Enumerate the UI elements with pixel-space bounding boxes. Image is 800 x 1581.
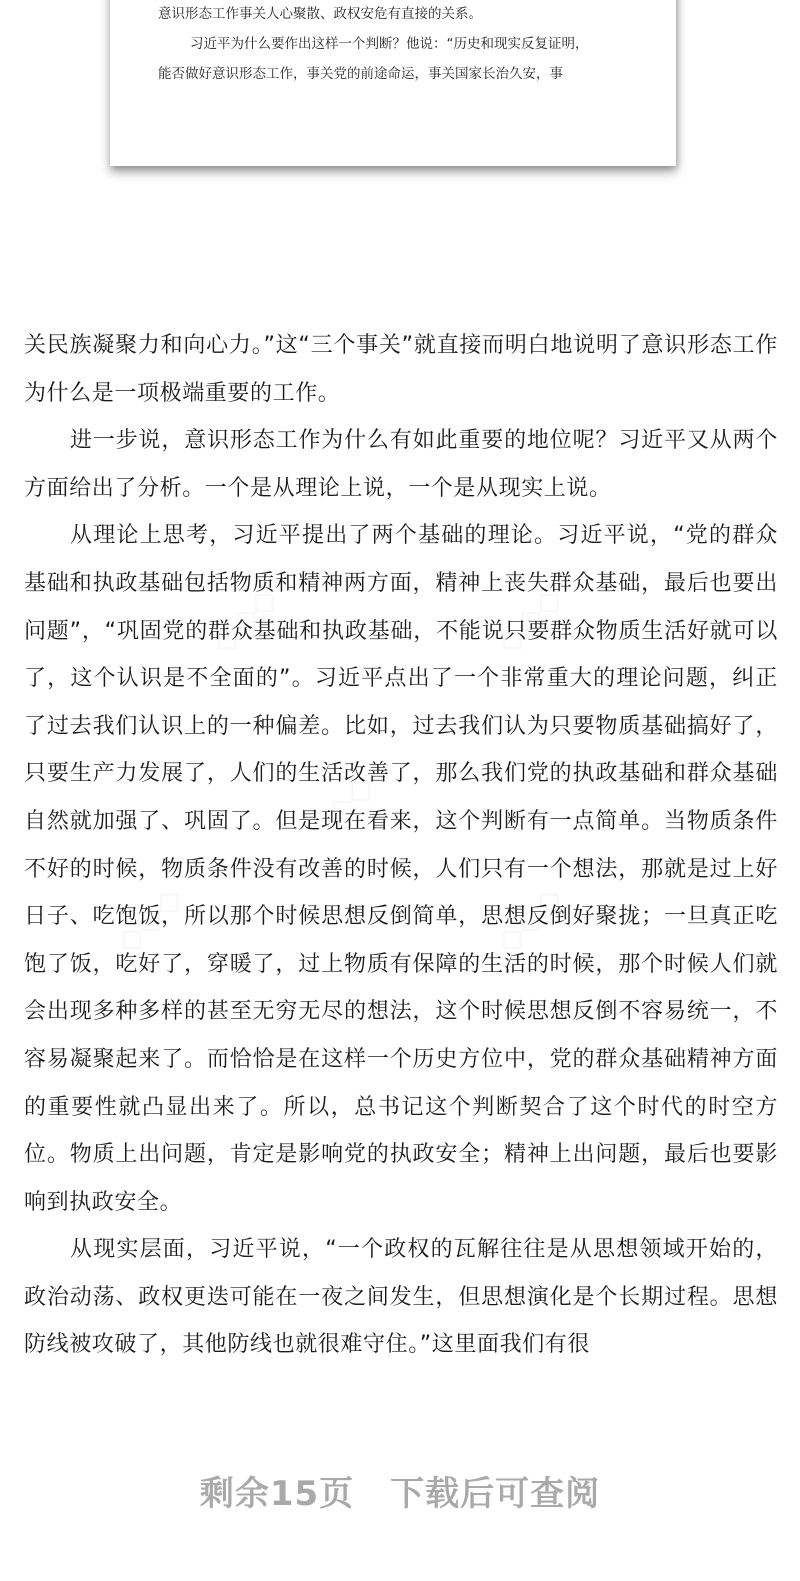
watermark-mark: ◇◇◇ (487, 578, 572, 662)
paragraph: 从理论上思考，习近平提出了两个基础的理论。习近平说，“党的群众基础和执政基础包括物质和精神两方面，精神上丧失群众基础，最后也要出问题”，“巩固党的群众基础和执政基础，不能说只要群众物质生活好就可以了，这个认识是不全面的”。习近平点出了一个非常重大的理论问题，纠正了过去我们认识上的一种偏差。比如，过去我们认为只要物质基础搞好了，只要生产力发展了，人们的生活改善了，那么我们党的执政基础和群众基础自然就加强了、巩固了。但是现在看来，这个判断有一点简单。当物质条件不好的时候，物质条件没有改善的时候，人们只有一个想法，那就是过上好日子、吃饱饭，所以那个时候思想反倒简单，思想反倒好聚拢；一旦真正吃饱了饭，吃好了，穿暖了，过上物质有保障的生活的时候，那个时候人们就会出现多种多样的甚至无穷无尽的想法，这个时候思想反倒不容易统一，不容易凝聚起来了。而恰恰是在这样一个历史方位中，党的群众基础精神方面的重要性就凸显出来了。所以，总书记这个判断契合了这个时代的时空方位。物质上出问题，肯定是影响党的执政安全；精神上出问题，最后也要影响到执政安全。 (24, 523, 778, 1215)
watermark-mark: ◇◇◇ (107, 878, 192, 962)
preview-line: 意识形态工作事关人心聚散、政权安危有直接的关系。 (158, 6, 482, 22)
remaining-pages-banner[interactable] (0, 1466, 800, 1515)
previous-page-preview (110, 0, 676, 166)
download-prompt: 下载后可查阅 (390, 1474, 601, 1514)
paragraph: 从现实层面，习近平说，“一个政权的瓦解往往是从思想领域开始的，政治动荡、政权更迭可能在一夜之间发生，但思想演化是个长期过程。思想防线被攻破了，其他防线也就很难守住。”这里面我们有很 (24, 1237, 778, 1358)
preview-line: 习近平为什么要作出这样一个判断？他说：“历史和现实反复证明， (190, 36, 589, 52)
watermark-mark: ◇◇◇ (202, 578, 287, 662)
watermark-mark: ◇◇◇ (317, 748, 402, 832)
article-body (24, 322, 778, 1369)
remaining-pages-count: 剩余15页 (199, 1474, 355, 1514)
preview-line: 能否做好意识形态工作，事关党的前途命运，事关国家长治久安，事 (158, 66, 563, 82)
paragraph: 进一步说，意识形态工作为什么有如此重要的地位呢？习近平又从两个方面给出了分析。一个是从理论上说，一个是从现实上说。 (24, 428, 778, 501)
watermark-mark: ◇◇◇ (487, 878, 572, 962)
paragraph: 关民族凝聚力和向心力。”这“三个事关”就直接而明白地说明了意识形态工作为什么是一项极端重要的工作。 (24, 333, 778, 406)
